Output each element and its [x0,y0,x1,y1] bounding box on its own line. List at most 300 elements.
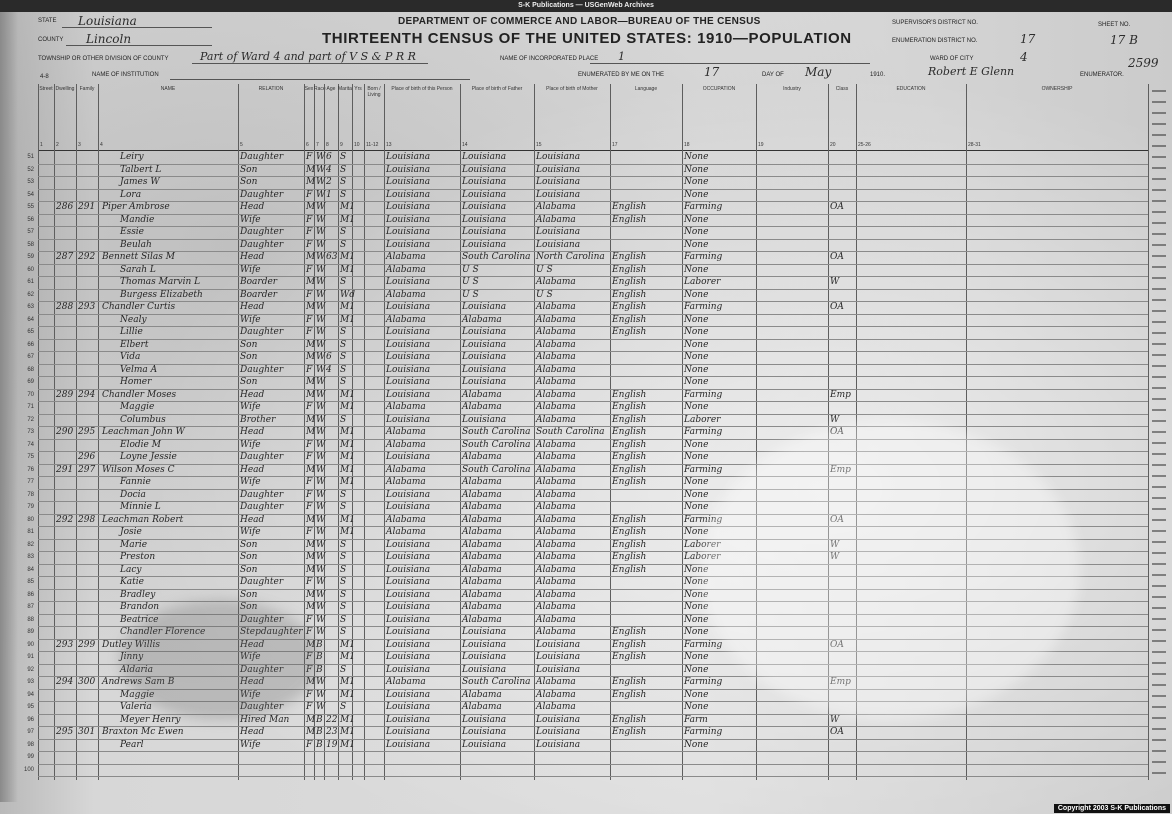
row-number: 91 [27,654,34,660]
cell-language: English [612,514,647,525]
cell-language [612,502,681,513]
cell-age: 63 [326,252,338,262]
cell-read [858,215,965,226]
cell-dwelling [56,552,75,563]
column-header-mother: Place of birth of Mother [546,86,598,92]
cell-family [78,502,97,513]
cell-birthplace: Louisiana [386,502,431,512]
cell-race: W [316,177,326,187]
cell-trade: None [684,314,709,325]
cell-age: 19 [326,739,338,750]
cell-read [858,727,965,738]
cell-family: 294 [78,389,96,400]
state-value: Louisiana [78,14,137,28]
cell-father: Louisiana [462,227,507,237]
cell-marital: S [340,589,347,600]
cell-trade: None [684,739,709,750]
cell-race: W [316,327,326,337]
sheet-label: SHEET NO. [1098,22,1131,28]
cell-emp: OA [830,727,844,737]
cell-name: Wilson Moses C [102,464,175,475]
cell-trade: Laborer [684,277,721,287]
cell-dwelling [56,402,75,413]
row-number: 100 [23,766,34,773]
cell-birthplace: Alabama [386,464,426,475]
cell-marital: S [340,164,347,175]
table-row [27,339,1148,351]
cell-marital: S [340,377,347,387]
cell-emp [830,227,855,238]
cell-marital: M1 [340,427,355,437]
cell-birthplace: Louisiana [386,277,431,287]
cell-father: Alabama [462,589,502,600]
cell-marital: S [340,627,347,637]
row-number: 71 [27,404,34,410]
cell-family [78,690,97,701]
cell-language [612,377,681,388]
row-number: 68 [27,366,34,373]
table-row [27,252,1148,263]
ward-value: 4 [1020,50,1028,64]
cell-marital: M1 [340,639,355,650]
cell-relation: Daughter [240,152,284,162]
cell-birthplace: Alabama [386,514,426,525]
cell-age [326,677,337,688]
cell-trade: Farming [684,639,723,650]
cell-name: Valeria [120,702,152,712]
cell-name: Docia [120,489,146,500]
cell-family: 291 [78,202,96,212]
cell-dwelling [56,590,75,601]
cell-mother: Alabama [536,702,576,712]
cell-race: W [316,202,326,212]
cell-father: Louisiana [462,714,507,725]
cell-family [78,290,97,301]
cell-sex: M [306,277,316,287]
row-number: 79 [27,504,34,510]
cell-mother: Alabama [536,564,576,575]
cell-relation: Wife [240,314,261,325]
cell-marital: S [340,552,347,562]
fade-patch [700,420,1080,720]
cell-relation: Daughter [240,364,284,375]
cell-trade: None [684,439,709,450]
cell-age [326,265,337,276]
cell-family [78,477,97,488]
row-number: 66 [27,341,34,348]
cell-dwelling: 293 [56,639,74,650]
cell-trade: None [684,614,709,625]
cell-marital: S [340,602,347,612]
cell-name: James W [120,177,160,187]
cell-name: Chandler Curtis [102,302,176,312]
cell-birthplace: Louisiana [386,689,431,700]
right-edge-marks [1152,90,1166,780]
column-header-family: Family [79,86,95,92]
cell-mother: Louisiana [536,177,581,187]
cell-father: Alabama [462,539,502,550]
cell-mother: Alabama [536,502,576,512]
cell-age [326,702,337,713]
cell-family [78,527,97,538]
cell-father: Alabama [462,577,502,587]
cell-mother: Alabama [536,689,576,700]
cell-race: W [316,389,326,400]
enumerator-signature: Robert E Glenn [928,65,1015,78]
cell-age [326,665,337,676]
cell-emp [830,340,855,351]
row-number: 89 [27,629,34,635]
cell-relation: Wife [240,402,261,412]
cell-father: Alabama [462,614,502,625]
cell-emp [830,327,855,338]
cell-marital: S [340,489,347,500]
cell-language: English [612,477,647,487]
cell-father: Louisiana [462,414,507,425]
cell-race: W [316,614,326,625]
cell-family [78,277,97,288]
cell-name: Lacy [120,564,142,575]
cell-family [78,165,97,176]
cell-sex [306,752,313,763]
cell-name: Dutley Willis [102,639,161,650]
cell-age [326,377,337,388]
cell-family [78,752,97,763]
cell-relation: Daughter [240,327,284,337]
cell-name: Brandon [120,602,160,612]
cell-trade: Laborer [684,414,721,425]
cell-sex: F [306,664,313,675]
cell-trade: Farming [684,302,723,312]
cell-sex: M [306,677,316,687]
cell-race: W [316,527,326,537]
cell-mother: Louisiana [536,739,581,750]
cell-owner [968,190,1147,201]
cell-dwelling [56,715,75,726]
cell-emp: OA [830,639,844,650]
cell-name: Sarah L [120,264,156,275]
cell-birthplace: Louisiana [386,614,431,625]
cell-emp: Emp [830,464,851,475]
cell-father: South Carolina [462,464,531,475]
cell-read [858,240,965,251]
cell-mother: Alabama [536,214,576,225]
cell-relation: Daughter [240,189,284,200]
institution-label: NAME OF INSTITUTION [92,72,159,78]
cell-mother: North Carolina [536,252,605,262]
cell-owner [968,327,1147,338]
cell-mother: Alabama [536,527,576,537]
cell-age [326,427,337,438]
cell-father: Louisiana [462,364,507,375]
column-number: 25-26 [858,142,871,148]
cell-birthplace: Louisiana [386,227,431,237]
cell-age [326,215,337,226]
cell-read [858,165,965,176]
cell-father: Alabama [462,502,502,512]
cell-read [858,327,965,338]
table-row [23,765,1148,776]
cell-language: English [612,452,647,462]
cell-relation: Daughter [240,614,284,625]
cell-trade: None [684,289,709,300]
cell-owner [968,177,1147,188]
cell-name: Thomas Marvin L [120,277,201,287]
cell-family [78,240,97,251]
cell-trade: None [684,377,709,387]
ink-smudge [120,600,320,720]
cell-family: 295 [78,427,96,437]
cell-race: W [316,464,326,475]
cell-birthplace: Alabama [386,427,426,437]
cell-relation: Head [240,427,265,437]
cell-dwelling [56,215,75,226]
cell-relation: Son [240,589,258,600]
cell-owner [968,427,1147,438]
cell-dwelling [56,652,75,663]
row-number: 95 [27,704,34,710]
cell-name [120,752,237,763]
cell-language: English [612,252,647,262]
cell-read [858,177,965,188]
copyright-notice: Copyright 2003 S-K Publications [1054,804,1170,813]
cell-sex: F [306,227,313,237]
cell-language: English [612,552,647,562]
cell-birthplace: Alabama [386,402,426,412]
day-of-label: DAY OF [762,72,784,78]
cell-age [326,765,337,776]
cell-name: Maggie [120,689,155,700]
cell-family [78,315,97,326]
cell-father: Alabama [462,527,502,537]
table-row [27,152,1148,163]
cell-emp [830,190,855,201]
cell-emp: W [830,414,840,425]
cell-family [78,352,97,363]
cell-dwelling [56,627,75,638]
cell-language: English [612,414,647,425]
cell-father: Louisiana [462,239,507,250]
table-row [27,227,1148,238]
cell-age [326,552,337,563]
cell-mother: Alabama [536,202,576,212]
cell-dwelling [56,452,75,463]
table-row [27,214,1148,226]
cell-mother: Alabama [536,514,576,525]
cell-language: English [612,302,647,312]
cell-age [326,502,337,513]
cell-father: Louisiana [462,189,507,200]
cell-mother: U S [536,264,553,275]
cell-race: W [316,477,326,487]
cell-birthplace: Louisiana [386,377,431,387]
cell-race: B [316,652,323,662]
cell-owner [968,215,1147,226]
column-header-children: Born / Living [367,86,381,98]
cell-name: Piper Ambrose [102,202,170,212]
year-label: 1910. [870,72,886,78]
cell-father: Louisiana [462,152,507,162]
cell-language [612,152,681,163]
column-number: 20 [830,142,836,148]
cell-marital: S [340,239,347,250]
cell-father: Louisiana [462,339,507,350]
table-row [27,739,1148,751]
column-number: 28-31 [968,142,981,148]
cell-father: Louisiana [462,739,507,750]
cell-age [326,527,337,538]
cell-marital: S [340,189,347,200]
cell-trade: None [684,264,709,275]
table-row [27,202,1148,213]
cell-family [78,590,97,601]
cell-dwelling [56,440,75,451]
cell-language: English [612,202,647,212]
column-header-read: EDUCATION [896,86,926,92]
cell-language: English [612,689,647,700]
cell-trade: None [684,189,709,200]
row-number: 59 [27,254,34,260]
cell-race: W [316,627,326,637]
cell-language: English [612,539,647,550]
cell-language [612,602,681,613]
row-number: 74 [27,441,34,448]
cell-read [858,302,965,313]
cell-read [858,402,965,413]
cell-trade: Farming [684,427,723,437]
cell-relation: Head [240,727,265,737]
cell-age [326,752,337,763]
cell-race: W [316,452,326,462]
cell-marital: M1 [340,527,355,537]
cell-family [78,615,97,626]
cell-dwelling [56,665,75,676]
cell-trade: Farming [684,464,723,475]
cell-father: Louisiana [462,727,507,737]
cell-emp: Emp [830,389,851,400]
cell-birthplace: Louisiana [386,364,431,375]
cell-owner [968,240,1147,251]
cell-marital: S [340,414,347,425]
row-number: 72 [27,416,34,423]
table-row [27,352,1148,363]
cell-read [858,377,965,388]
cell-sex: F [306,652,313,662]
cell-marital: M1 [340,452,355,462]
cell-read [858,227,965,238]
row-number: 84 [27,566,34,573]
cell-name: Preston [120,552,156,562]
cell-relation: Brother [240,414,276,425]
cell-marital: M1 [340,464,355,475]
cell-trade: Farming [684,514,723,525]
cell-owner [968,390,1147,401]
cell-father: South Carolina [462,252,531,262]
cell-name: Lillie [120,327,143,337]
cell-owner [968,702,1147,713]
cell-sex: F [306,239,313,250]
cell-family [78,265,97,276]
row-number: 76 [27,466,34,473]
cell-race: W [316,514,326,525]
row-number: 92 [27,666,34,673]
census-title: THIRTEENTH CENSUS OF THE UNITED STATES: 1910—POPULATION [322,30,852,47]
cell-father: Alabama [462,552,502,562]
cell-father: Alabama [462,314,502,325]
cell-dwelling [56,190,75,201]
cell-birthplace: Louisiana [386,302,431,312]
cell-father: Louisiana [462,352,507,362]
cell-dwelling [56,152,75,163]
cell-read [858,352,965,363]
cell-marital [340,752,351,763]
cell-sex: F [306,452,313,462]
cell-marital: S [340,564,347,575]
column-header-race: Race [314,86,326,92]
cell-language: English [612,714,647,725]
cell-mother: Louisiana [536,164,581,175]
cell-family [78,552,97,563]
cell-sex: M [306,464,316,475]
cell-read [858,290,965,301]
cell-name: Chandler Florence [120,627,206,637]
cell-name: Aldaria [120,664,154,675]
cell-family: 299 [78,639,96,650]
column-header-street: Street [39,86,53,92]
cell-emp [830,352,855,363]
cell-birthplace: Louisiana [386,239,431,250]
row-number: 61 [27,279,34,285]
cell-language [612,240,681,251]
column-header-marital: Marital [338,86,354,92]
cell-race: W [316,589,326,600]
cell-relation: Wife [240,527,261,537]
cell-marital: M1 [340,727,355,737]
cell-race: W [316,264,326,275]
cell-birthplace: Louisiana [386,352,431,362]
cell-owner [968,277,1147,288]
cell-birthplace: Louisiana [386,539,431,550]
cell-trade: None [684,452,709,462]
cell-mother: Alabama [536,402,576,412]
cell-age [326,690,337,701]
cell-name: Mandie [120,214,155,225]
row-number: 70 [27,391,34,398]
cell-language [612,227,681,238]
cell-sex: M [306,602,316,612]
cell-race: W [316,577,326,587]
cell-race: W [316,189,326,200]
cell-father: South Carolina [462,439,531,450]
cell-dwelling [56,340,75,351]
cell-race: W [316,539,326,550]
row-number: 56 [27,216,34,223]
cell-language: English [612,639,647,650]
row-number: 63 [27,304,34,310]
township-value: Part of Ward 4 and part of V S & P R R [200,50,416,63]
cell-race: W [316,677,326,687]
cell-race: W [316,277,326,287]
cell-dwelling [56,315,75,326]
cell-language: English [612,677,647,687]
cell-sex: M [306,427,316,437]
cell-mother: Alabama [536,414,576,425]
column-header-father: Place of birth of Father [471,86,523,92]
cell-sex: F [306,364,313,375]
cell-mother: Alabama [536,439,576,450]
cell-emp [830,402,855,413]
cell-race: W [316,289,326,300]
